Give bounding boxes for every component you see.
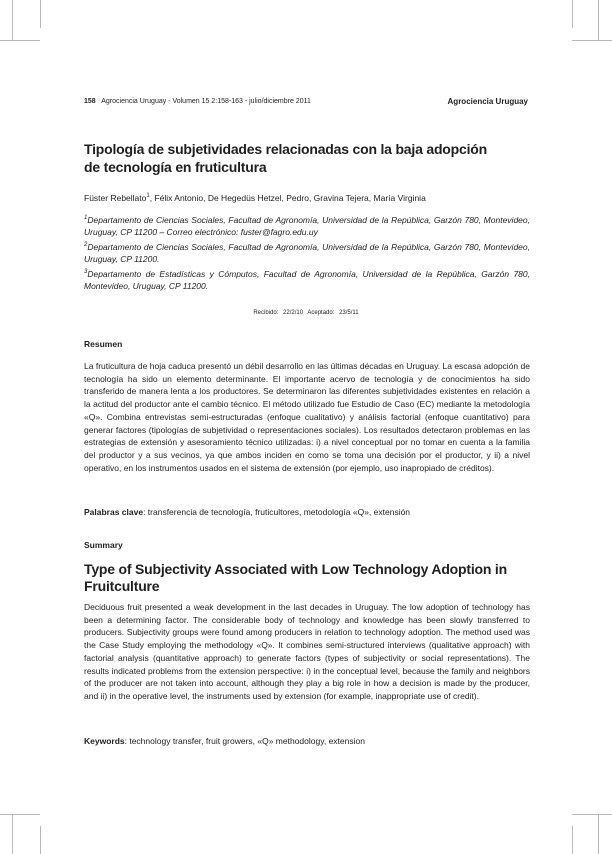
journal-name: Agrociencia Uruguay — [447, 97, 528, 106]
resumen-heading: Resumen — [84, 339, 123, 349]
crop-mark — [572, 0, 573, 28]
crop-mark — [0, 40, 40, 41]
other-authors: , Félix Antonio, De Hegedüs Hetzel, Pedro, Gravina Tejera, María Virginia — [149, 193, 426, 203]
affiliation-2: $^2$Departamento de Ciencias Sociales, Facultad de Agronomía, Universidad de la República, Garzón 780, Montevideo, Uruguay, CP 11200. — [84, 241, 530, 265]
journal-citation: Agrociencia Uruguay - Volumen 15 2:158-163 - julio/diciembre 2011 — [101, 98, 311, 105]
keywords-label-en: Keywords — [84, 736, 125, 746]
paper-title: Tipología de subjetividades relacionadas con la baja adopción de tecnología en fruticultura — [84, 141, 487, 175]
summary-heading: Summary — [84, 540, 123, 550]
crop-mark — [572, 826, 573, 854]
crop-mark — [0, 814, 40, 815]
received-accepted-dates: Recibido: 22/2/10 Aceptado: 23/5/11 — [253, 310, 359, 316]
keywords-label: Palabras clave — [84, 507, 144, 517]
crop-mark — [598, 0, 599, 40]
keywords-list: : transferencia de tecnología, fruticultores, metodología «Q», extensión — [143, 507, 411, 517]
crop-mark — [40, 826, 41, 854]
crop-mark — [572, 40, 612, 41]
crop-mark — [12, 814, 13, 854]
summary-text: Deciduous fruit presented a weak development in the last decades in Uruguay. The low adoption of technology has been a determining factor. The considerable body of technology and knowledge has been slowly transferred to producers. Subjectivity groups were found among producers in relation to technology adoption. The method used was the Case Study employing the methodology «Q». It combines semi-structured interviews (qualitative approach) with factorial analysis (quantitative approach) to generate factors (types of subjectivity or social representations). The results indicated problems from the extension perspective: i) in the conceptual level, because the family and neighbors of the producer are not taken into account, although they play a big role in how a decision is made by the producer, and ii) in the operative level, the instruments used by extension (for example, inappropriate use of credit). — [84, 602, 530, 701]
palabras-clave — [84, 507, 530, 517]
crop-mark — [572, 814, 612, 815]
affiliation-3: $^3$Departamento de Estadísticas y Cómputos, Facultad de Agronomía, Universidad de la República, Garzón 780, Montevideo, Uruguay, CP 11200. — [84, 268, 530, 291]
crop-mark — [12, 0, 13, 40]
author-list — [84, 193, 530, 203]
keywords-list-en: : technology transfer, fruit growers, «Q» methodology, extension — [124, 736, 365, 746]
page-number: 158 — [84, 98, 96, 105]
author-sup: 1 — [146, 193, 150, 200]
resumen-text: La fruticultura de hoja caduca presentó un débil desarrollo en las últimas décadas en Uruguay. La escasa adopción de tecnología ha sido un elemento determinante. El importante acervo de tecnología y de conocimientos ha sido transferido de manera lenta a los productores. Se determinaron las diferentes subjetividades existentes en relación a la actitud del productor ante el cambio técnico. El método utilizado fue Estudio de Caso (EC) mediante la metodología «Q». Combina entrevistas semi-estructuradas (enfoque cualitativo) y análisis factorial (enfoque cuantitativo) para generar factores (tipologías de subjetividad o representaciones sociales). Los resultados detectaron problemas en las estrategias de extensión y asesoramiento técnico utilizadas: i) a nivel conceptual por no tomar en cuenta a la familia del productor y a sus vecinos, ya que ambos inciden en como se toma una decisión por el productor, y ii) a nivel operativo, en los instrumentos usados en el sistema de extensión (por ejemplo, uso inapropiado de créditos). — [84, 361, 530, 473]
first-author: Füster Rebellato — [84, 193, 147, 203]
crop-mark — [40, 0, 41, 28]
affiliations — [84, 212, 530, 292]
keywords — [84, 736, 530, 746]
affiliation-1: $^1$Departamento de Ciencias Sociales, Facultad de Agronomía, Universidad de la República, Garzón 780, Montevideo, Uruguay, CP 11200 – Correo electrónico: fuster@fagro.edu.uy — [84, 214, 530, 238]
english-title: Type of Subjectivity Associated with Low Technology Adoption in Fruitculture — [84, 561, 507, 594]
crop-mark — [598, 814, 599, 854]
